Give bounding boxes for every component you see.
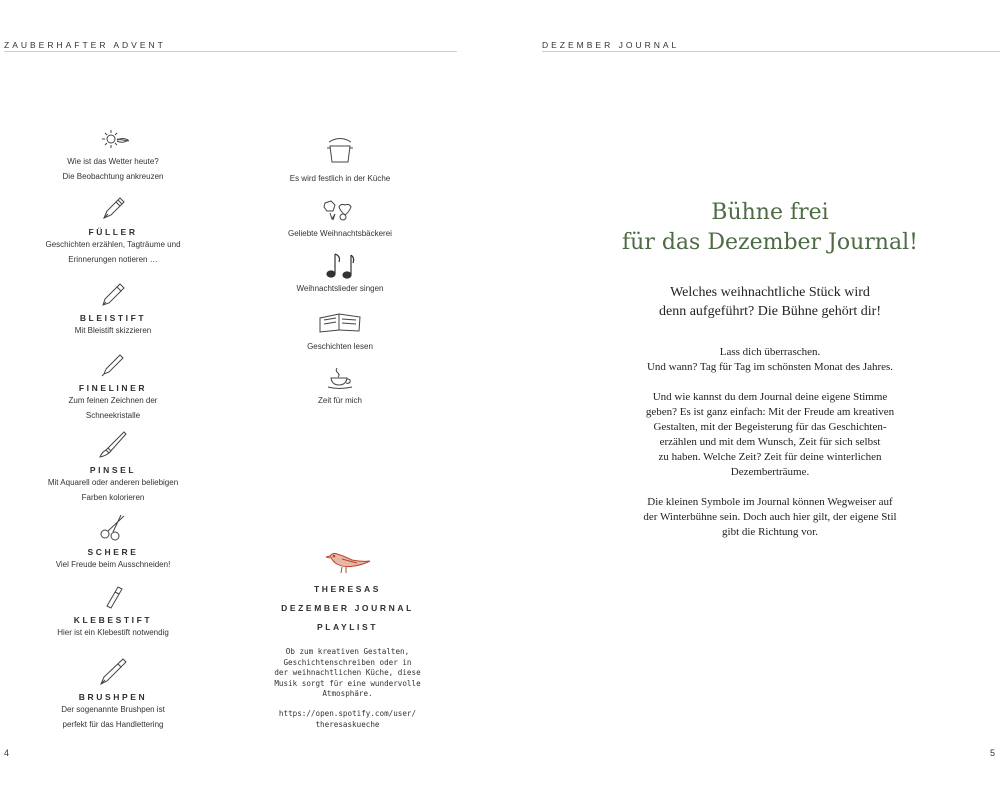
glue-stick-title: KLEBESTIFT [73,615,153,625]
right-page [500,0,1000,800]
baking-desc: Geliebte Weihnachtsbäckerei [288,229,392,238]
legend-me-time [250,364,430,408]
cooking-desc: Es wird festlich in der Küche [289,174,391,183]
paragraph-1 [610,345,930,375]
running-header-right: DEZEMBER JOURNAL [542,40,680,50]
weather-desc-line1: Wie ist das Wetter heute? [67,157,159,166]
page-number-right: 5 [990,748,996,758]
brush-icon [96,428,130,460]
bird-icon [324,548,372,574]
legend-brush-pen [23,655,203,732]
cooking-pot-icon [323,134,357,166]
legend-fountain-pen [23,194,203,267]
subheadline-line1: Welches weihnachtliche Stück wird [670,285,870,300]
header-rule-right [542,51,1000,52]
running-header-left: ZAUBERHAFTER ADVENT [4,40,166,50]
subheadline-line2: denn aufgeführt? Die Bühne gehört dir! [659,304,881,319]
p2-line6: Dezemberträume. [730,466,810,478]
brush-pen-desc-line1: Der sogenannte Brushpen ist [61,705,165,714]
fountain-pen-desc-line1: Geschichten erzählen, Tagträume und [45,240,181,249]
legend-pencil [23,280,203,338]
legend-cooking [250,134,430,186]
legend-baking [250,195,430,241]
playlist-desc-line5: Atmosphäre. [322,689,373,698]
p1-line1: Lass dich überraschen. [719,346,821,358]
playlist-desc-line2: Geschichtenschreiben oder in [283,657,412,667]
brush-title: PINSEL [89,465,137,475]
legend-glue-stick [23,582,203,640]
legend-music [250,250,430,296]
fineliner-desc-line2: Schneekristalle [85,411,141,420]
fountain-pen-title: FÜLLER [88,227,138,237]
brush-pen-icon [96,655,130,687]
playlist-url-line2[interactable]: theresaskueche [315,719,380,729]
glue-stick-desc-line1: Hier ist ein Klebestift notwendig [57,628,169,637]
page-number-left: 4 [4,748,10,758]
pencil-title: BLEISTIFT [79,313,147,323]
teacup-icon [325,364,355,390]
playlist-title-line1: THERESAS [313,584,382,594]
weather-desc-line2: Die Beobachtung ankreuzen [62,172,164,181]
playlist-title-line3: PLAYLIST [316,622,379,632]
pencil-desc-line1: Mit Bleistift skizzieren [74,326,152,335]
paragraph-2 [610,390,930,480]
christmas-cookies-icon [321,195,359,223]
header-rule-left [4,51,457,52]
p2-line2: geben? Es ist ganz einfach: Mit der Freude am kreativen [645,406,895,418]
playlist-url-line1[interactable]: https://open.spotify.com/user/ [278,708,417,718]
playlist-desc-line3: der weihnachtlichen Küche, diese [274,668,421,677]
music-notes-icon [323,250,357,280]
fountain-pen-icon [98,194,128,222]
legend-fineliner [23,350,203,423]
p3-line3: gibt die Richtung vor. [722,526,818,538]
scissors-desc-line1: Viel Freude beim Ausschneiden! [55,560,171,569]
legend-reading [250,312,430,354]
fineliner-title: FINELINER [78,383,148,393]
legend-scissors [23,512,203,572]
p2-line1: Und wie kannst du dem Journal deine eigene Stimme [652,391,888,403]
music-desc: Weihnachtslieder singen [296,284,384,293]
brush-pen-title: BRUSHPEN [78,692,148,702]
brush-pen-desc-line2: perfekt für das Handlettering [62,720,164,729]
p2-line3: Gestalten, mit der Begeisterung für das Geschichten- [653,421,887,433]
legend-brush [23,428,203,505]
glue-stick-icon [98,582,128,610]
scissors-icon [97,512,129,542]
fountain-pen-desc-line2: Erinnerungen notieren … [68,255,158,264]
playlist-desc-line4: Musik sorgt für eine wundervolle [274,678,421,688]
subheadline [600,283,940,321]
p3-line2: der Winterbühne sein. Doch auch hier gilt, der eigene Stil [643,511,897,523]
fineliner-icon [98,350,128,378]
me-time-desc: Zeit für mich [317,396,362,405]
reading-desc: Geschichten lesen [307,342,373,351]
p1-line2: Und wann? Tag für Tag im schönsten Monat des Jahres. [646,361,894,373]
p2-line5: zu haben. Welche Zeit? Zeit für deine winterlichen [658,451,882,463]
legend-weather [23,128,203,184]
scissors-title: SCHERE [87,547,139,557]
headline-line1: Bühne frei [711,200,829,225]
headline-line2: für das Dezember Journal! [622,230,918,255]
brush-desc-line1: Mit Aquarell oder anderen beliebigen [47,478,179,487]
paragraph-3 [610,495,930,540]
fineliner-desc-line1: Zum feinen Zeichnen der [68,396,158,405]
page-headline [600,198,940,258]
playlist-title-line2: DEZEMBER JOURNAL [281,603,414,613]
brush-desc-line2: Farben kolorieren [81,493,145,502]
playlist-block [250,548,445,730]
open-book-icon [317,312,363,334]
p2-line4: erzählen und mit dem Wunsch, Zeit für sich selbst [659,436,881,448]
playlist-desc-line1: Ob zum kreativen Gestalten, [285,647,410,656]
pencil-icon [98,280,128,308]
p3-line1: Die kleinen Symbole im Journal können Wegweiser auf [647,496,893,508]
sun-icon [95,128,131,150]
